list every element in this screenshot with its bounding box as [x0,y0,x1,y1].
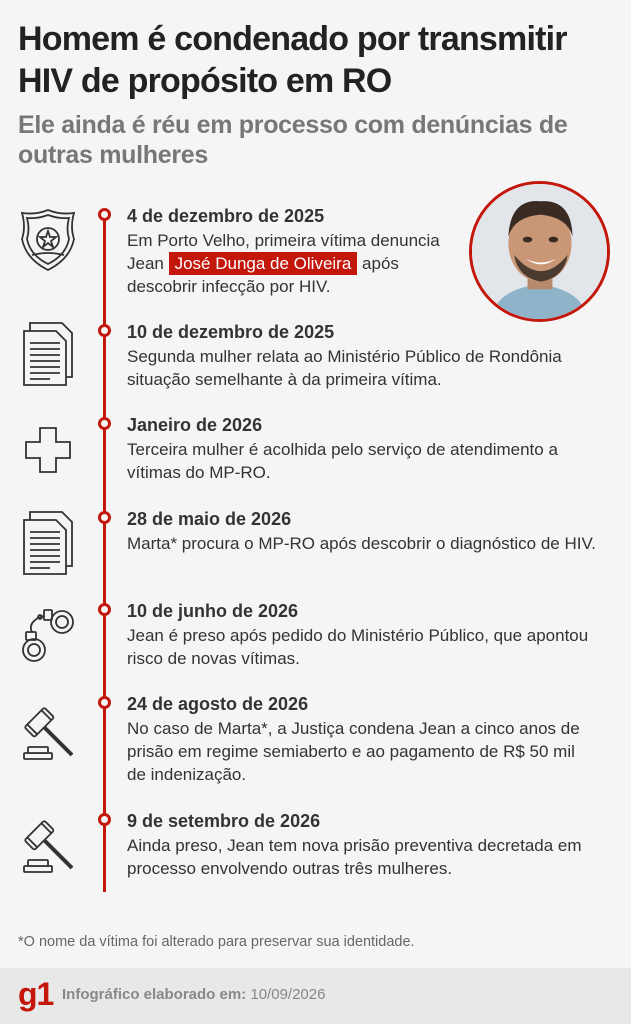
event-date: 28 de maio de 2026 [127,509,292,529]
documents-icon [18,510,78,576]
footer [0,968,631,1024]
timeline-dot [98,208,111,221]
handcuffs-icon [18,604,78,668]
credit-label: Infográfico elaborado em: [62,986,247,1003]
timeline-dot [98,603,111,616]
footnote: *O nome da vítima foi alterado para preservar sua identidade. [18,934,415,950]
suspect-name-tag: José Dunga de Oliveira [169,252,358,275]
event-description: Ainda preso, Jean tem nova prisão preventiva decretada em processo envolvendo outras três mulheres. [127,836,582,878]
event-date: 9 de setembro de 2026 [127,811,321,831]
gavel-icon [18,703,78,767]
event-description: Terceira mulher é acolhida pelo serviço de atendimento a vítimas do MP-RO. [127,440,558,482]
event-date: 24 de agosto de 2026 [127,694,309,714]
timeline-dot [98,813,111,826]
documents-icon [18,321,78,387]
suspect-photo [469,181,610,322]
event-text: Em Porto Velho, primeira vítima denuncia Jean [127,231,440,273]
timeline-dot [98,417,111,430]
event-description: Segunda mulher relata ao Ministério Público de Rondônia situação semelhante à da primeira vítima. [127,347,562,389]
event-description: Marta* procura o MP-RO após descobrir o diagnóstico de HIV. [127,534,596,553]
event-text: após descobrir infecção por HIV. [127,254,399,296]
page-subtitle: Ele ainda é réu em processo com denúncias de outras mulheres [18,111,568,169]
event-date: 4 de dezembro de 2025 [127,206,325,226]
event-date: 10 de dezembro de 2025 [127,322,335,342]
page-title: Homem é condenado por transmitir HIV de propósito em RO [18,20,567,100]
medical-cross-icon [18,422,78,478]
event-description: No caso de Marta*, a Justiça condena Jean a cinco anos de prisão em regime semiaberto e ao pagamento de R$ 50 mil de indenização. [127,719,580,784]
event-description [127,229,457,298]
police-badge-icon [18,207,78,273]
timeline-dot [98,324,111,337]
gavel-icon [18,816,78,880]
timeline-line [103,214,106,892]
timeline-dot [98,696,111,709]
event-date: 10 de junho de 2026 [127,601,299,621]
credit-date: 10/09/2026 [250,986,326,1003]
event-description: Jean é preso após pedido do Ministério Público, que apontou risco de novas vítimas. [127,626,589,668]
timeline-dot [98,511,111,524]
event-date: Janeiro de 2026 [127,415,263,435]
g1-logo: g1 [18,976,54,1012]
credit-line [62,986,325,1003]
